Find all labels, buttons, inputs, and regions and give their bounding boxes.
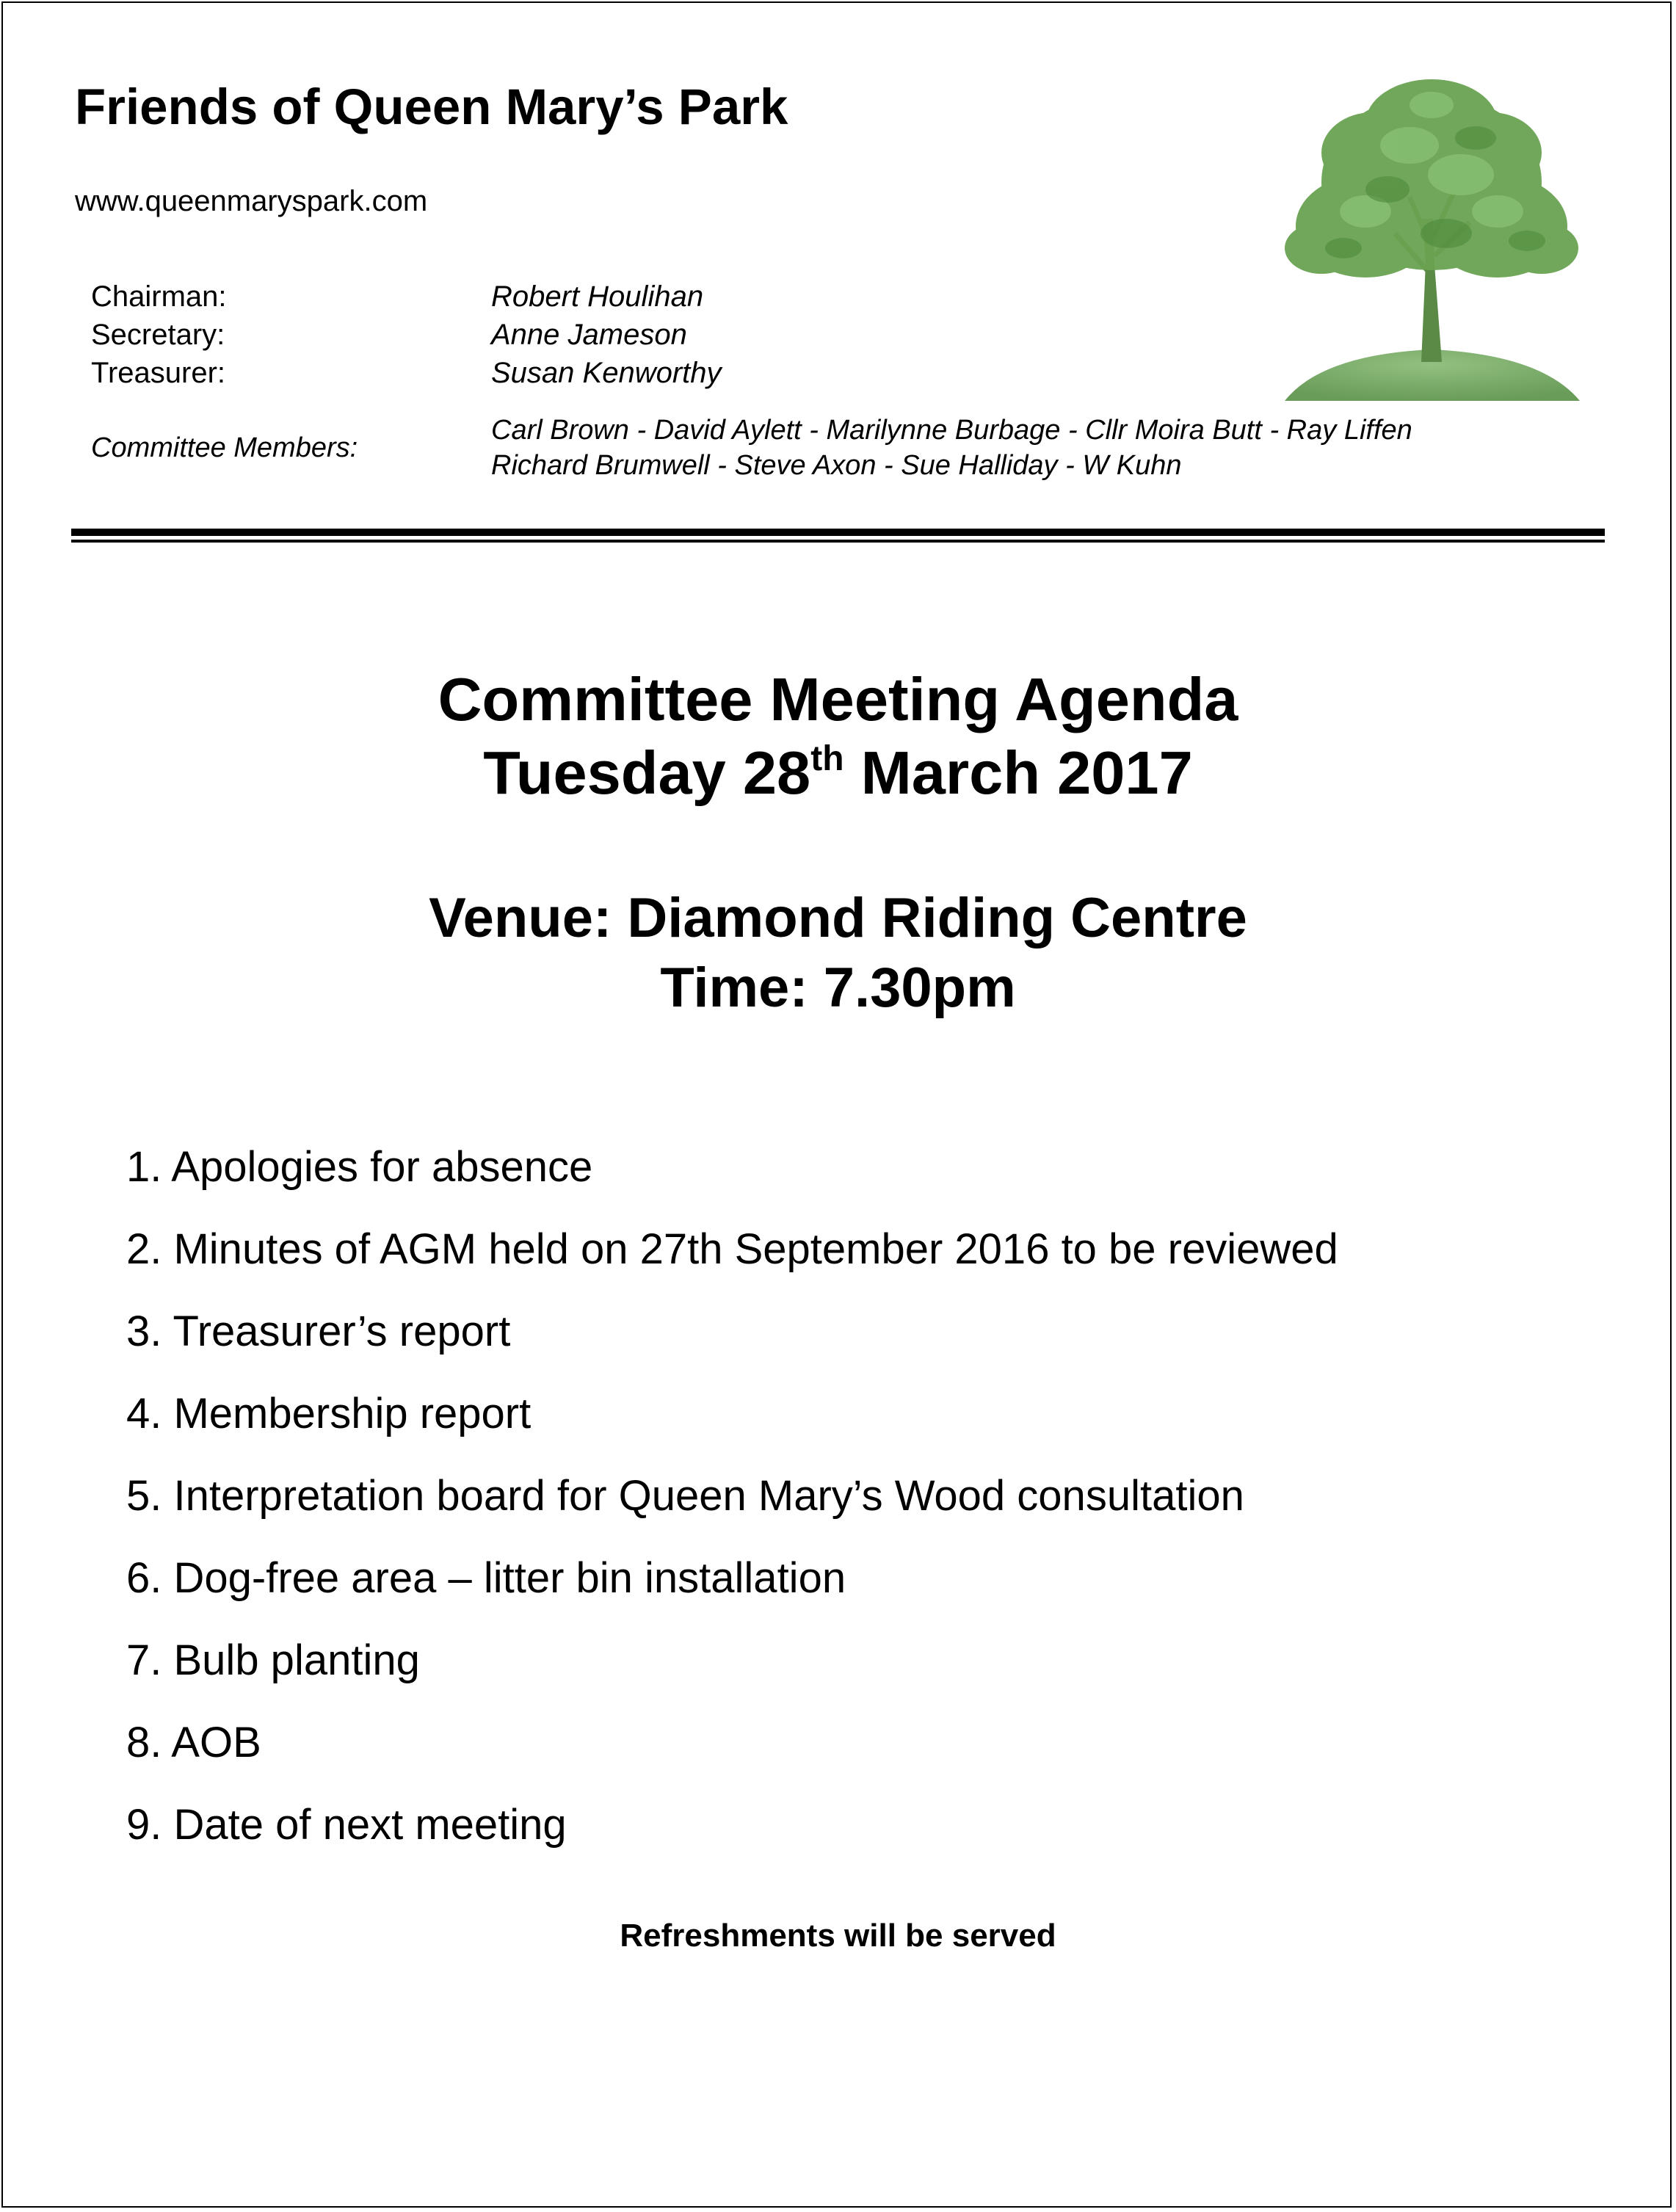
officer-name: Robert Houlihan — [491, 280, 704, 313]
meeting-date-prefix: Tuesday 28 — [483, 739, 811, 807]
agenda-list — [126, 1131, 1338, 1871]
agenda-item: 2. Minutes of AGM held on 27th September 2016 to be reviewed — [126, 1225, 1338, 1273]
officer-row-chairman — [91, 278, 722, 316]
committee-list — [491, 413, 1412, 483]
committee-line: Carl Brown - David Aylett - Marilynne Burbage - Cllr Moira Butt - Ray Liffen — [491, 415, 1412, 446]
officer-row-treasurer — [91, 354, 722, 392]
committee-line: Richard Brumwell - Steve Axon - Sue Halliday - W Kuhn — [491, 450, 1182, 481]
committee-members — [91, 413, 1412, 483]
meeting-heading — [0, 663, 1676, 819]
tree-icon — [1277, 72, 1586, 406]
org-name: Friends of Queen Mary’s Park — [75, 79, 788, 135]
officers-list — [91, 278, 722, 392]
meeting-date-suffix: th — [810, 739, 844, 778]
agenda-item: 9. Date of next meeting — [126, 1801, 567, 1849]
agenda-item: 7. Bulb planting — [126, 1636, 420, 1684]
website-url: www.queenmaryspark.com — [75, 185, 428, 217]
officer-row-secretary — [91, 316, 722, 354]
officer-name: Anne Jameson — [491, 319, 687, 351]
meeting-time: Time: 7.30pm — [660, 957, 1016, 1019]
officer-name: Susan Kenworthy — [491, 357, 722, 389]
officer-role: Treasurer: — [91, 357, 226, 389]
agenda-item: 3. Treasurer’s report — [126, 1308, 511, 1355]
venue-heading — [0, 883, 1676, 1023]
committee-label: Committee Members: — [91, 432, 358, 463]
officer-role: Chairman: — [91, 280, 227, 313]
agenda-item: 8. AOB — [126, 1719, 261, 1766]
agenda-item: 4. Membership report — [126, 1390, 532, 1437]
officer-role: Secretary: — [91, 319, 225, 351]
agenda-item: 6. Dog-free area – litter bin installation — [126, 1554, 846, 1602]
meeting-date-rest: March 2017 — [844, 739, 1193, 807]
meeting-title: Committee Meeting Agenda — [438, 665, 1238, 733]
agenda-item: 5. Interpretation board for Queen Mary’s Wood consultation — [126, 1472, 1244, 1520]
refreshments-note: Refreshments will be served — [620, 1918, 1056, 1954]
meeting-date — [0, 736, 1676, 819]
agenda-item: 1. Apologies for absence — [126, 1143, 593, 1191]
header-divider-thick — [71, 529, 1605, 536]
header-divider-thin — [71, 540, 1605, 543]
meeting-venue: Venue: Diamond Riding Centre — [429, 887, 1247, 949]
